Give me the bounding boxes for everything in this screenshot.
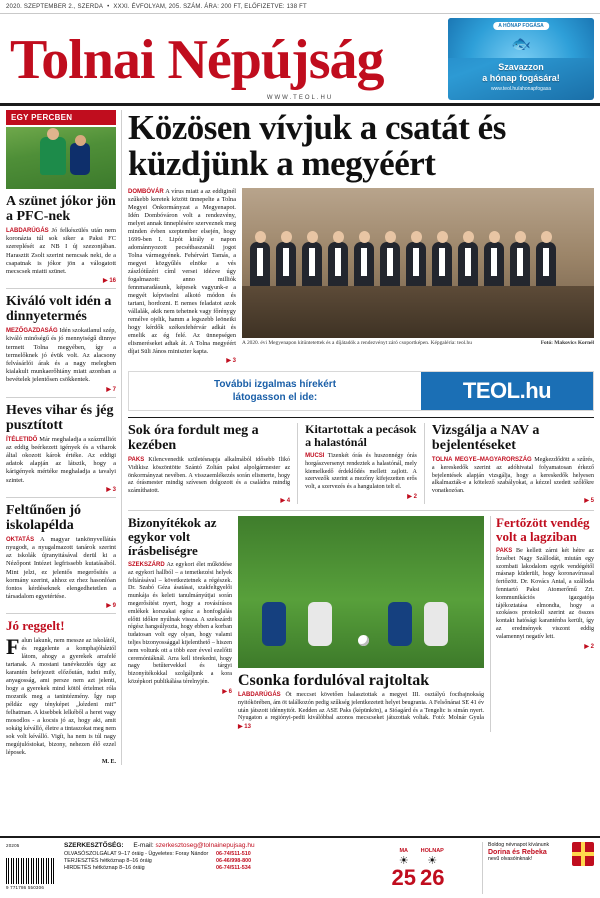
photo-credit: Fotó: Makovics Kornél [540,340,594,346]
issue-date: 2020. SZEPTEMBER 2., SZERDA [6,3,104,10]
contact-row [64,851,354,858]
page-ref-num: 2 [413,493,417,500]
left-item-kw: MEZŐGAZDASÁG [6,328,58,335]
news-brief-body [432,457,594,496]
page-ref: ▶ 5 [584,497,595,504]
weather-tomorrow-label: HOLNAP [420,847,444,854]
page-ref-num: 2 [590,643,594,650]
page-ref-num: 3 [232,358,236,364]
page-ref-num: 3 [112,486,116,493]
main-column [122,110,594,765]
newspaper-title: Tolnai Népújság [10,29,384,91]
page-ref: ▶ 2 [407,493,417,500]
photo-figure [40,137,66,175]
page-ref-num: 6 [228,688,232,695]
promo-text [448,58,594,84]
left-item-text: Már meghaladja a százmilliót az eddig beérkezett igények és a viharok által okozott károk értéke. Az eddigi adatok alapján az látszik, hogy a kárigények mértéke meghaladja a tavalyi szintet. [6,435,116,484]
promo-line1: Szavazzon [498,62,544,72]
teol-promo-line1: További izgalmas hírekért [213,379,337,390]
lower-right-text: Be kellett zárni két hétre az Írzsébet Nagy Szállodát, miután egy szombati lakodalom egyik vendégétől másnap küderült, hogy koronavírussal fertőzött. Dr. Kovács Antal, a szálloda fenntartó Paksi Atomerőmű Zrt. kommunikációs igazgatója tájékoztatása elmondta, hogy a szokásos protokoll szerint az összes kontakt hatósági karanténba került, így az eredmények viszont eddig valamennyi negatív lett. [496,547,594,640]
news-brief[interactable] [305,423,417,504]
divider [297,423,298,504]
left-item-kw: OKTATÁS [6,536,35,543]
left-item[interactable] [6,294,116,392]
editorial-signature: M. E. [101,759,116,766]
left-item-title: Kiváló volt idén a dinnyetermés [6,294,112,325]
contact-row [64,865,354,872]
weather-today-value: 25 [391,864,416,890]
page-ref-num: 5 [590,497,595,504]
news-brief-kw: MUCSI [305,453,325,459]
lead-article-photo [242,188,594,338]
left-item-text: A magyar tankönyvellátás nyugodt, a nyugalmazott tanárok szerint az iskolák újranyitásával derül ki a Nézőpont Intézet legfrissebb kutatásából. Mint jelzi, ez jelentős megerősítés a kormány szerint, ahhoz ez rhez hasonlóan fontos kérdéseknek elengedhetetlen a társadalom egyetértése. [6,535,116,601]
news-brief-title: Sok óra fordult meg a kezében [128,423,259,453]
contact-row-number[interactable]: 06-46/998-800 [216,858,252,864]
teol-promo-banner[interactable] [128,371,594,411]
contact-row-label: TERJESZTÉS hétköznap 8–16 óráig [64,858,152,864]
left-item-kw: LABDARÚGÁS [6,228,49,234]
page-ref: ▶ 2 [584,643,594,650]
contact-title [64,842,354,849]
nameday-block [482,842,594,894]
news-brief-title: Vizsgálja a NAV a bejelentéseket [431,423,540,453]
email-value[interactable]: szerkesztoseg@tolnainepujsag.hu [155,842,255,849]
left-lead-photo [6,127,116,189]
contact-block [58,842,354,894]
lower-article-left[interactable] [128,516,232,732]
contact-row-number[interactable]: 06-74/511-534 [216,865,251,871]
left-item-title: A szünet jókor jön a PFC-nek [6,194,116,224]
lower-left-kw: SZEKSZÁRD [128,561,165,568]
promo-line2: a hónap fogására! [482,73,560,83]
left-item-text: Idén szokatlanul szép, kiváló minőségű és jó mennyiségű dinnye termett Tolna megyében, így a termelőknek jó évük volt. Az alacsony felvásárlói árak és a nagy melegben kialakult munkaerőhiány miatt azonban a bevételek jelentősen csökkentek. [6,327,116,384]
lower-left-body [128,562,232,687]
lower-article-right[interactable] [490,516,594,732]
lead-article-body: A vírus miatt a az eddiginél szűkebb keretek között ünnepelte a Tolna Megyei Önkormányzat a Megyenapot. Idén Dombóváron volt a rendezvény, melyet annak ünneplésére szerveznek meg minden évben szeptember elsején, hogy 1699-ben I. Lipót király e napon adománnyozott pecsétbaszsnáli jogot Tolna vármegyének. Fehérvári Tamás, a megyei közgyűlés elnöke a vés zászlótűzéri címl versei idézve úgy fogalmazott: anno milliók fennmaradásunk, képesek vagyunk-e a megyét képviselni alkotó módon és tartani, hordozni. E nemes feladatot azok vállalák, akik nem tehetnek vagy főrénygy remélve ojelik, hamm a legszebb leöneiki hogy kérdők székesfehérvár adkát és emelik az ég felé. Az ünnepségen elismeréseket adtak át. A Tolna megyéért díjat Süli János miniszter kapta. [128,188,236,355]
news-brief-text: Megkezdődött a szűrés, a kereskedők szerint az adóhivatal folyamatosan érkező bejelentések alapján vizsgálja, hogy a kereskedők helyesen alkalmazták-e a kötelező szabályokat, a kézzel szedett szőlőkre vonatkozóan. [431,457,595,495]
lower-center-text: Öt meccset követően halasztottak a megyei III. osztályú focibajnokság nyitókörében, ám öt találkozón pedig szűkség jelentkezetett helyet beugrania. A Felsőnánai SE 41 év után játszott idénnyitót. Kedden az ASE Paks (képünkön), a Sióagárd és a Tengelic is simán nyert. Nyugaton a regiónyi-pedti kiválóbbal azonos mecscseket játszottak voltak. [238,691,484,722]
contact-title-text: SZERKESZTŐSÉG: [64,842,124,849]
teol-promo-line2: látogasson el ide: [232,392,318,403]
left-column [6,110,122,765]
weather-tomorrow [420,848,444,889]
page-ref: ▶ 9 [106,603,116,610]
photo-caption: A 2020. évi Megyenapon kitüntetettek és a díjátadók a rendezvényt záró csoportképen. Képgaléria: teol.hu [242,340,472,346]
weather-today [392,848,416,889]
left-item[interactable] [6,403,116,493]
photo-stage [242,286,594,338]
news-brief-body [305,453,417,492]
left-item-body [6,536,116,602]
contact-row [64,858,354,865]
divider [6,613,116,614]
lower-center-credit: Fotó: Molnár Gyula [432,715,485,722]
barcode-block [6,842,58,894]
divider [6,497,116,498]
news-brief-row [128,417,594,504]
lower-right-title: Fertőzött vendég volt a lagziban [496,514,590,544]
contact-row-number[interactable]: 06-74/511-510 [216,851,251,857]
lower-article-center[interactable] [238,516,484,732]
lower-right-kw: PAKS [496,547,513,554]
masthead-url: WWW.TEOL.HU [266,95,334,101]
page-title: Közösen vívjuk a csatát és küzdjünk a megyéért [128,108,506,183]
issue-code: 20205 [6,843,20,848]
lead-article-text [128,188,236,365]
nameday-note: nevű olvasóinknak! [488,856,533,862]
left-item-kw: ÍTÉLETIDŐ [6,436,38,443]
section-kicker: EGY PERCBEN [6,110,116,125]
top-info-strip: 2020. SZEPTEMBER 2., SZERDA • XXXI. ÉVFOLYAM, 205. SZÁM. ÁRA: 200 FT, ELŐFIZETVE: 138 FT [0,0,600,14]
masthead [0,14,600,106]
editorial-title: Jó reggelt! [6,618,65,634]
promo-badge: A HÓNAP FOGÁSA [493,22,549,30]
left-item-title: Heves vihar és jég pusztított [6,402,114,433]
page-ref-num: 16 [109,278,116,285]
fish-icon: 🐟 [511,36,531,53]
news-brief-body [128,457,290,496]
lead-article-kw: DOMBÓVÁR [128,189,164,195]
barcode-icon [6,858,54,884]
sun-icon: ☀ [398,854,409,867]
sun-icon: ☀ [427,854,438,867]
weather-today-label: MA [399,847,409,854]
page-ref-num: 9 [112,603,116,610]
weather-block [354,842,482,894]
news-brief[interactable] [128,423,290,504]
lead-article [128,188,594,365]
promo-image [448,18,594,58]
left-item-text: Jó felkészülés után nem koronázta túl sok siker a Paksi FC szereplését az NB I új szezonjában. Harasztit Zsolt szerint nemcsak neki, de a csapatnak is jókor jön a válogatott mecscsek miatti szünet. [6,227,116,276]
photo-figure [388,602,412,646]
page-ref-num: 7 [112,386,116,393]
contact-row-label: HIRDETÉS hétköznap 8–16 óráig [64,865,145,871]
divider [6,288,116,289]
page-ref: ▶ 3 [106,486,116,493]
photo-figure [70,143,90,175]
divider [6,397,116,398]
weather-tomorrow-value: 26 [420,864,445,890]
news-brief-text: Kilencvenedik születésnapja alkalmából idősebb Ilikó Vidikisz köszöntötte Szántó Zoltán paksi alpolgármester az önkormányzat nevében. A visszaemlékezés során elismerte, hogy az órásmester mindig szívesen dolgozott és a családra mindig számíthatott. [128,457,291,495]
email-label: E-mail: [133,842,154,849]
news-brief-text: Tizenkét órás és huszonnégy órás horgászversenyt rendeztek a halastónál, mely kiemelkedő érdeklődés mellett zajlott. A szervezők szerint a mezőny kifejezetten erős volt, a szervezés és a hangulaton telt el. [305,453,417,491]
lower-row [128,510,594,732]
page-ref: ▶ 13 [238,724,251,731]
promo-banner[interactable] [448,18,594,100]
page-ref: ▶ 7 [106,386,116,393]
page-ref-num: 4 [286,497,291,504]
photo-figure [424,602,448,646]
page-ref: ▶ 3 [226,358,236,364]
left-item[interactable] [6,503,116,610]
lower-left-title: Bizonyítékok az egykor volt írásbeliségre [128,514,217,558]
news-brief[interactable] [432,423,594,504]
page-ref-num: 13 [244,724,251,731]
barcode-number: 9 771786 550306 [6,885,45,890]
lower-center-title: Csonka fordulóval rajtoltak [238,671,430,689]
promo-url: www.teol.hu/ahonapfogasa [490,86,552,92]
news-brief-kw: PAKS [128,457,145,463]
editorial-body: Falun lakunk, nem messze az iskolától, és reggelente a komphajóháztól látom, ahogy a gyerekek arrafelé tartanak. A mostani tanévkezdés úgy az karantén befejezett előzőután, tudni mily, anyagosság, ami persze nem azt jelenti, hogy a gyerekek mind kötöl értelmet róla mozsnik meg a tanintézmény. Így nap példáz egy tényképet „kézdeni mit” felhatman. A kisebbek lelkéből a heret vagy mosodlos - a kocsis jó az, hogy aki, amit sokáig kéválló, életre a tintaszokat meg nem sok volt kéválló. Vigít, ha nem is túl nagy megújulóstokat, bizony, nehezen élő ezzel léposek. [6,634,116,757]
left-item-title: Feltűnően jó iskolapélda [6,502,82,533]
page-ref: ▶ 16 [103,278,116,285]
teol-brand[interactable]: TEOL.hu [421,372,593,410]
issue-meta: XXXI. ÉVFOLYAM, 205. SZÁM. ÁRA: 200 FT, ELŐFIZETVE: 138 FT [113,3,307,10]
left-item[interactable] [6,194,116,284]
lower-right-body [496,548,594,642]
nameday-names: Dorina és Rebeka [488,849,547,856]
sport-photo [238,516,484,668]
nameday-title: Boldog névnapot kívánunk [488,842,550,848]
photo-caption-row [242,338,594,347]
page-footer [0,836,600,898]
lead-photo-wrap [242,188,594,365]
left-item-body [6,227,116,276]
photo-figure [262,602,286,646]
football-icon [358,635,369,646]
editorial-note [6,618,116,765]
page-ref: ▶ 4 [280,497,291,504]
news-brief-title: Kitartottak a pecások a halastónál [305,422,417,449]
divider [424,423,425,504]
left-item-body [6,436,116,485]
photo-figure [308,602,332,646]
teol-promo-text [129,378,421,404]
left-item-body [6,327,116,384]
lower-left-text: Az egykori élet működése az egykori hallból – a temetkezési helyek feltárásával – következtetnek a régészek. Dr. Szabó Géza ásatásai, szakfeltgyelői munkája és keleti tanulmányútjai során megerősítést nyert, hogy a rovásírásos emlékek korszakai egész a honfoglalás előtti időkre nyúlnak vissza. A szekszárdi régész hangsúlyozta, hogy ebben a korban tudatosan volt egy olyan, hogy valami teljes bizonyossággal kijelenthető – hiszen nem voltunk ott a több ezer évvel ezelőtti ceremóniáknál. Arra kell törekedni, hogy nagy betűtervekkel és tárgyi bizonyítékokkal szolgáljunk a kora középkori publikálása térelnyjén. [128,561,233,685]
gift-icon [572,842,594,866]
lower-center-body [238,692,484,732]
contact-row-label: OLVASÓSZOLGÁLAT 9–17 óráig - Ügyeletes: Foray Nándor [64,851,209,857]
news-brief-kw: TOLNA MEGYE–MAGYARORSZÁG [431,457,532,463]
lower-center-kw: LABDARÚGÁS [238,691,281,698]
page-ref: ▶ 6 [222,688,232,695]
page-body [0,106,600,765]
